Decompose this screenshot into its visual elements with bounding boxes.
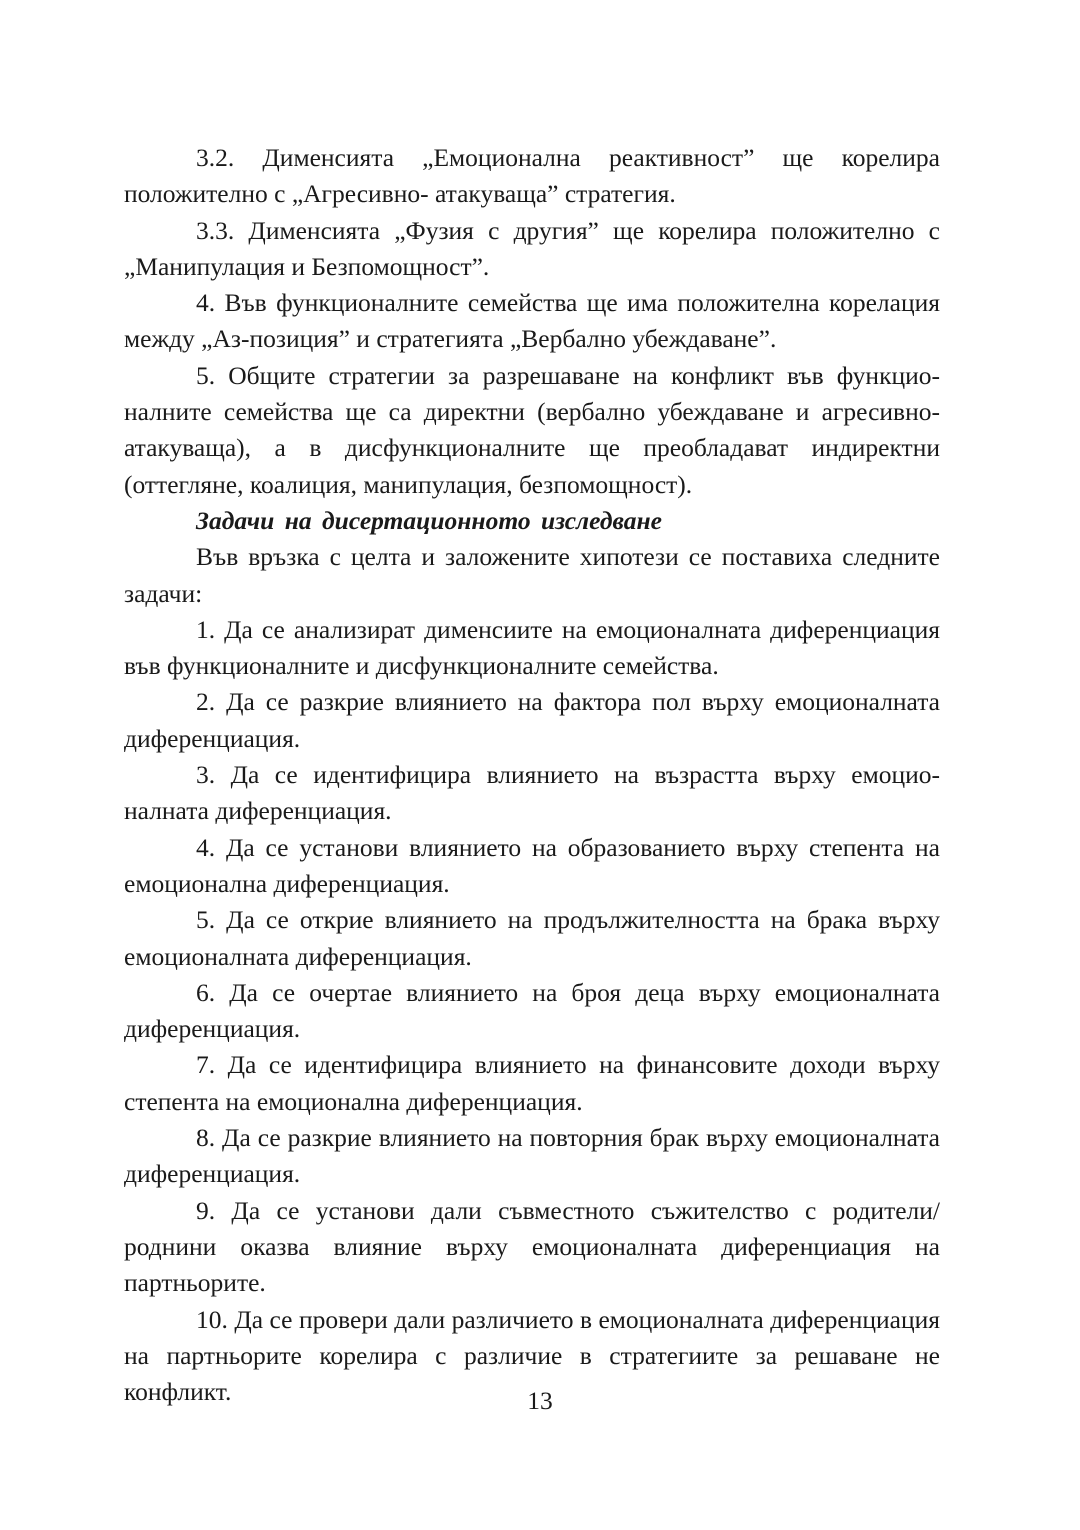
task-item: 5. Да се открие влиянието на продължителността на брака върху емоционалната диференциация. xyxy=(124,905,940,971)
task-item: 9. Да се установи дали съвместното съжителство с родители/ роднини оказва влияние върху емоционалната диференциация на партньорите. xyxy=(124,1195,940,1298)
task-item: 3. Да се идентифицира влиянието на възрастта върху емоционалната диференциация. xyxy=(124,760,940,826)
task-item: 7. Да се идентифицира влиянието на финансовите доходи върху степента на емоционална диференциация. xyxy=(124,1050,940,1116)
hypothesis-paragraph: 5. Общите стратегии за разрешаване на конфликт във функционалните семейства ще са директни (вербално убеждаване и агресивно-атакуваща), а в дисфункционалните ще преобладават индиректни (оттегляне, коалиция, манипулация, безпомощност). xyxy=(124,360,940,499)
task-item: 2. Да се разкрие влиянието на фактора пол върху емоционалната диференциация. xyxy=(124,687,940,753)
section-heading: Задачи на дисертационното изследване xyxy=(196,505,662,535)
task-item: 8. Да се разкрие влиянието на повторния брак върху емоционалната диференциация. xyxy=(124,1123,940,1189)
page-number: 13 xyxy=(527,1386,553,1415)
body-text xyxy=(124,140,940,1410)
tasks-intro: Във връзка с целта и заложените хипотези се поставиха следните задачи: xyxy=(124,542,940,608)
task-item: 10. Да се провери дали различието в емоционалната диференциация на партньорите корелира с различие в стратегиите за решаване не конфликт. xyxy=(124,1304,940,1407)
task-item: 6. Да се очертае влиянието на броя деца върху емоционалната диференциация. xyxy=(124,977,940,1044)
hypothesis-paragraph: 3.3. Дименсията „Фузия с другия” ще корелира положително с „Манипулация и Безпомощност”. xyxy=(124,215,940,281)
hypothesis-paragraph: 3.2. Дименсията „Емоционална реактивност” ще корелира положително с „Агресивно- атакуваща” стратегия. xyxy=(124,143,940,209)
hypothesis-paragraph: 4. Във функционалните семейства ще има положителна корелация между „Аз-позиция” и стратегията „Вербално убеждаване”. xyxy=(124,288,940,354)
task-item: 1. Да се анализират дименсиите на емоционалната диференциация във функционалните и дисфункционалните семейства. xyxy=(124,614,940,681)
task-item: 4. Да се установи влиянието на образованието върху степента на емоционална диференциация. xyxy=(124,832,940,898)
